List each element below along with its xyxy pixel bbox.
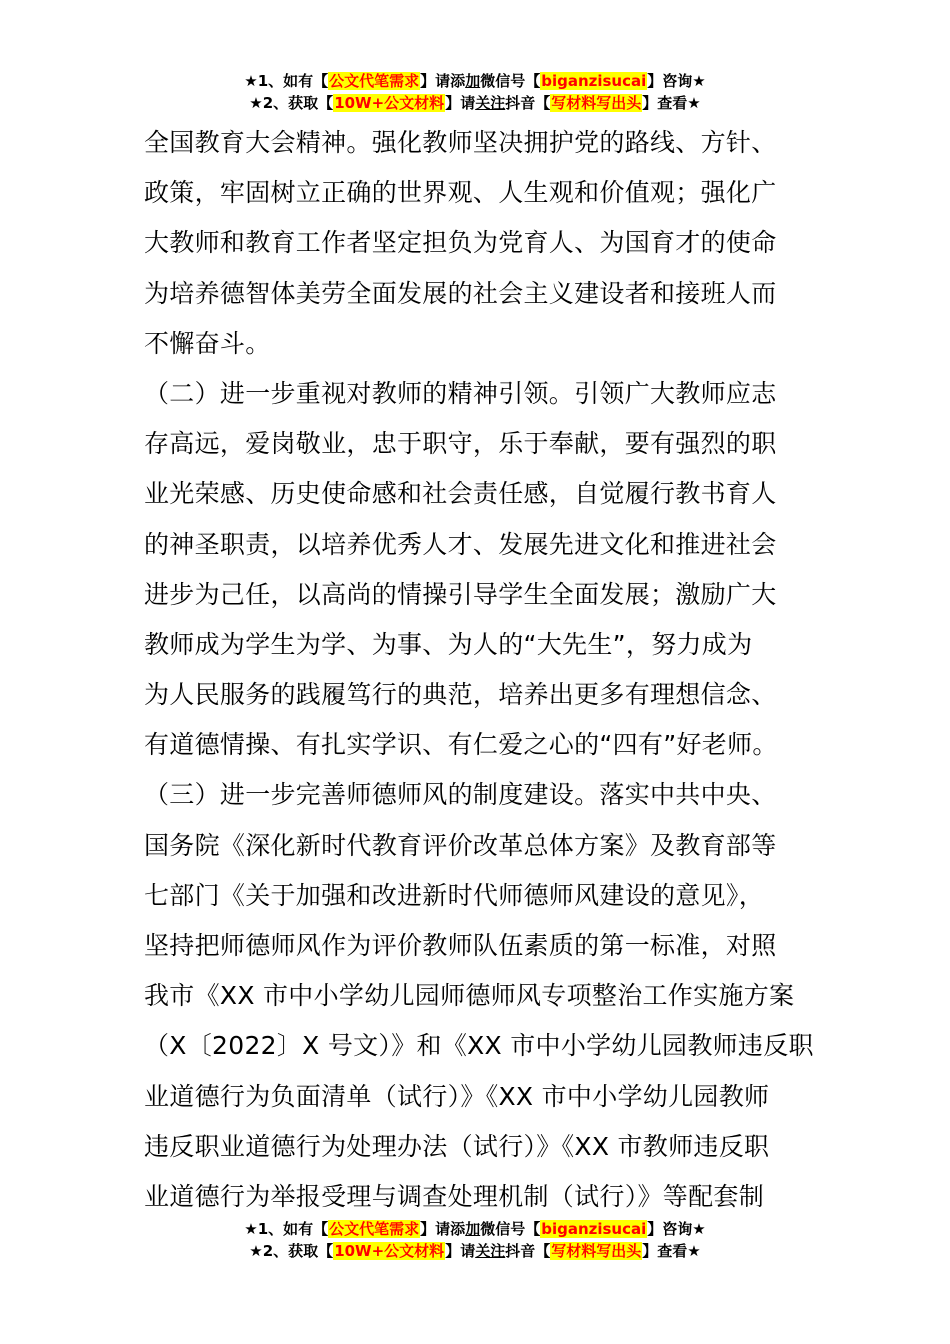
banner-text: 】请添 <box>420 72 466 90</box>
highlight-wechat-id: biganzisucai <box>541 72 647 90</box>
body-text-line: 进步为己任，以高尚的情操引导学生全面发展；激励广大 <box>144 579 777 609</box>
body-text-line: 教师成为学生为学、为事、为人的“大先生”，努力成为 <box>144 629 753 659</box>
banner-text: 微信号【 <box>480 72 541 90</box>
banner-line-1 <box>0 70 950 92</box>
banner-line-2 <box>0 92 950 114</box>
body-text-line: 存高远，爱岗敬业，忠于职守，乐于奉献，要有强烈的职 <box>144 429 777 459</box>
banner-text: 】请 <box>445 94 476 112</box>
banner-text: 】查看★ <box>642 1242 701 1260</box>
banner-text: 】请添 <box>420 1220 466 1238</box>
highlight-materials: 10W+公文材料 <box>334 94 445 112</box>
highlight-materials: 10W+公文材料 <box>334 1242 445 1260</box>
banner-line-1 <box>0 1218 950 1240</box>
footer-banner <box>0 1218 950 1262</box>
banner-text: 抖音【 <box>505 94 551 112</box>
body-text-line: 大教师和教育工作者坚定担负为党育人、为国育才的使命 <box>144 228 777 258</box>
header-banner <box>0 70 950 114</box>
banner-text: ★1、如有【 <box>244 1220 329 1238</box>
banner-text: ★2、获取【 <box>249 94 334 112</box>
highlight-wechat-id: biganzisucai <box>541 1220 647 1238</box>
body-text-line: 业道德行为举报受理与调查处理机制（试行）》等配套制 <box>144 1181 765 1211</box>
body-text-line: 为培养德智体美劳全面发展的社会主义建设者和接班人而 <box>144 278 777 308</box>
banner-text: 】请 <box>445 1242 476 1260</box>
body-text-line: （X〔2022〕X 号文）》和《XX 市中小学幼儿园教师违反职 <box>144 1031 814 1061</box>
highlight-service: 公文代笔需求 <box>329 1220 420 1238</box>
body-text-line: 业道德行为负面清单（试行）》《XX 市中小学幼儿园教师 <box>144 1081 770 1111</box>
banner-text: 】咨询★ <box>647 1220 706 1238</box>
banner-underlined-text: 关注 <box>475 94 506 112</box>
body-text-line: 为人民服务的践履笃行的典范，培养出更多有理想信念、 <box>144 680 777 710</box>
banner-text: ★1、如有【 <box>244 72 329 90</box>
body-text-line: 国务院《深化新时代教育评价改革总体方案》及教育部等 <box>144 830 777 860</box>
body-text-line: 违反职业道德行为处理办法（试行）》《XX 市教师违反职 <box>144 1131 770 1161</box>
body-text-line: 坚持把师德师风作为评价教师队伍素质的第一标准，对照 <box>144 931 777 960</box>
body-text-line: 的神圣职责，以培养优秀人才、发展先进文化和推进社会 <box>144 529 777 559</box>
body-text-line: 业光荣感、历史使命感和社会责任感，自觉履行教书育人 <box>144 479 777 509</box>
highlight-service: 公文代笔需求 <box>329 72 420 90</box>
highlight-douyin-account: 写材料写出头 <box>551 94 642 112</box>
body-text-line: 政策，牢固树立正确的世界观、人生观和价值观；强化广 <box>144 178 777 208</box>
banner-underlined-text: 加 <box>465 72 481 90</box>
banner-underlined-text: 加 <box>465 1220 481 1238</box>
banner-text: 抖音【 <box>505 1242 551 1260</box>
body-text-line: （三）进一步完善师德师风的制度建设。落实中共中央、 <box>144 780 777 810</box>
document-body <box>144 118 814 1222</box>
body-text-line: 不懈奋斗。 <box>144 328 271 358</box>
body-text-line: 七部门《关于加强和改进新时代师德师风建设的意见》， <box>144 880 765 910</box>
body-text-line: 全国教育大会精神。强化教师坚决拥护党的路线、方针、 <box>144 128 777 157</box>
banner-text: 】咨询★ <box>647 72 706 90</box>
body-text-line: 我市《XX 市中小学幼儿园师德师风专项整治工作实施方案 <box>144 981 795 1011</box>
highlight-douyin-account: 写材料写出头 <box>551 1242 642 1260</box>
banner-text: 微信号【 <box>480 1220 541 1238</box>
banner-underlined-text: 关注 <box>475 1242 506 1260</box>
body-text-line: 有道德情操、有扎实学识、有仁爱之心的“四有”好老师。 <box>144 730 778 760</box>
body-text-line: （二）进一步重视对教师的精神引领。引领广大教师应志 <box>144 378 777 408</box>
banner-text: 】查看★ <box>642 94 701 112</box>
banner-text: ★2、获取【 <box>249 1242 334 1260</box>
banner-line-2 <box>0 1240 950 1262</box>
